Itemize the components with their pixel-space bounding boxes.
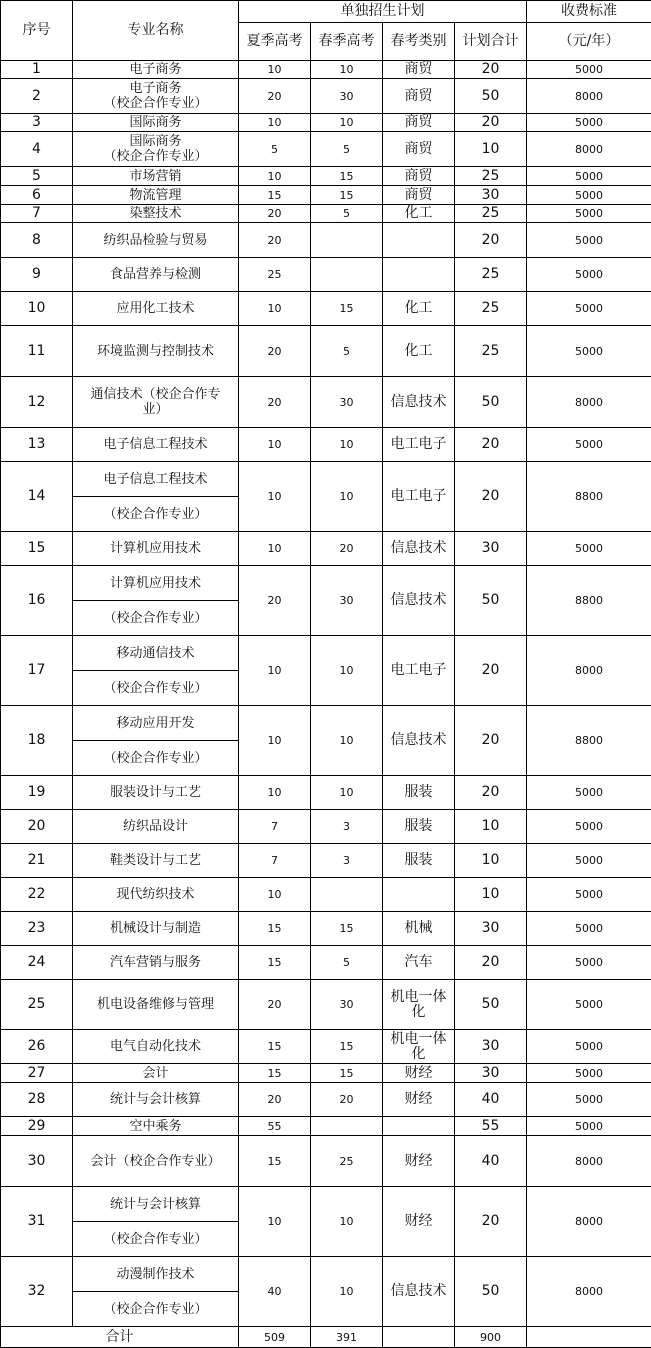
cell-spring: 10	[311, 114, 383, 132]
cell-spring	[311, 878, 383, 912]
table-row	[1, 114, 651, 132]
table-row	[1, 532, 651, 566]
cell-fee: 5000	[527, 1083, 651, 1117]
table-row	[1, 292, 651, 326]
cell-spring-category: 商贸	[383, 167, 455, 186]
cell-summer: 15	[239, 946, 311, 980]
cell-spring-category: 商贸	[383, 186, 455, 205]
cell-summer: 20	[239, 326, 311, 377]
cell-plan-total: 50	[455, 566, 527, 636]
cell-fee: 8000	[527, 1136, 651, 1187]
cell-major-name: 通信技术（校企合作专 业）	[73, 377, 239, 428]
table-row	[1, 1030, 651, 1064]
table-row	[1, 79, 651, 114]
cell-summer: 20	[239, 566, 311, 636]
cell-spring: 5	[311, 326, 383, 377]
cell-major-name: 电子商务	[73, 61, 239, 79]
cell-major-name: 移动应用开发	[73, 706, 239, 741]
cell-spring-category: 财经	[383, 1064, 455, 1083]
cell-spring-category: 机械	[383, 912, 455, 946]
table-row	[1, 980, 651, 1030]
cell-major-name: 电子商务 （校企合作专业）	[73, 79, 239, 114]
cell-summer: 10	[239, 532, 311, 566]
cell-seq: 17	[1, 636, 73, 706]
cell-plan-total: 30	[455, 1064, 527, 1083]
cell-spring-category: 信息技术	[383, 566, 455, 636]
cell-spring: 30	[311, 377, 383, 428]
cell-spring: 10	[311, 776, 383, 810]
header-plan-group: 单独招生计划	[239, 1, 527, 23]
cell-major-name: 计算机应用技术	[73, 566, 239, 601]
table-row	[1, 912, 651, 946]
cell-summer: 7	[239, 810, 311, 844]
total-row	[1, 1327, 651, 1348]
cell-spring: 5	[311, 205, 383, 223]
cell-major-name-note: （校企合作专业）	[73, 1222, 239, 1257]
cell-fee: 5000	[527, 878, 651, 912]
cell-seq: 21	[1, 844, 73, 878]
cell-seq: 10	[1, 292, 73, 326]
cell-spring-category: 化工	[383, 326, 455, 377]
cell-plan-total: 30	[455, 912, 527, 946]
cell-seq: 4	[1, 132, 73, 167]
cell-spring: 5	[311, 132, 383, 167]
cell-plan-total: 25	[455, 205, 527, 223]
cell-major-name: 空中乘务	[73, 1117, 239, 1136]
cell-major-name: 市场营销	[73, 167, 239, 186]
table-row	[1, 167, 651, 186]
cell-major-name: 电子信息工程技术	[73, 428, 239, 462]
cell-seq: 6	[1, 186, 73, 205]
cell-plan-total: 20	[455, 1187, 527, 1257]
cell-summer: 20	[239, 980, 311, 1030]
cell-fee: 8000	[527, 132, 651, 167]
cell-major-name: 鞋类设计与工艺	[73, 844, 239, 878]
cell-major-name: 统计与会计核算	[73, 1083, 239, 1117]
cell-summer: 10	[239, 776, 311, 810]
header-spring-category: 春考类别	[383, 23, 455, 61]
cell-plan-total: 20	[455, 706, 527, 776]
table-row	[1, 776, 651, 810]
table-row	[1, 223, 651, 258]
cell-plan-total: 10	[455, 132, 527, 167]
cell-seq: 19	[1, 776, 73, 810]
table-row	[1, 377, 651, 428]
cell-spring-category: 机电一体 化	[383, 980, 455, 1030]
cell-fee: 5000	[527, 186, 651, 205]
cell-spring-category: 商贸	[383, 79, 455, 114]
cell-spring-category: 机电一体 化	[383, 1030, 455, 1064]
cell-fee: 8000	[527, 1257, 651, 1327]
total-summer: 509	[239, 1327, 311, 1348]
cell-spring-category: 电工电子	[383, 462, 455, 532]
cell-summer: 25	[239, 258, 311, 292]
cell-seq: 18	[1, 706, 73, 776]
cell-major-name: 会计（校企合作专业）	[73, 1136, 239, 1187]
cell-spring: 30	[311, 79, 383, 114]
cell-fee: 8000	[527, 79, 651, 114]
cell-spring: 3	[311, 844, 383, 878]
cell-fee: 5000	[527, 1064, 651, 1083]
cell-fee: 5000	[527, 776, 651, 810]
total-category	[383, 1327, 455, 1348]
table-row	[1, 1117, 651, 1136]
cell-major-name: 电气自动化技术	[73, 1030, 239, 1064]
table-row	[1, 462, 651, 497]
cell-fee: 5000	[527, 326, 651, 377]
cell-spring-category: 电工电子	[383, 636, 455, 706]
cell-fee: 8000	[527, 1187, 651, 1257]
cell-spring-category: 商贸	[383, 61, 455, 79]
cell-spring-category	[383, 223, 455, 258]
cell-fee: 8800	[527, 566, 651, 636]
cell-spring: 10	[311, 1187, 383, 1257]
cell-seq: 22	[1, 878, 73, 912]
cell-spring: 15	[311, 912, 383, 946]
cell-spring: 10	[311, 61, 383, 79]
cell-seq: 7	[1, 205, 73, 223]
cell-major-name: 纺织品设计	[73, 810, 239, 844]
header-plan-total: 计划合计	[455, 23, 527, 61]
cell-major-name-note: （校企合作专业）	[73, 741, 239, 776]
table-row	[1, 132, 651, 167]
cell-summer: 10	[239, 462, 311, 532]
cell-plan-total: 20	[455, 462, 527, 532]
header-seq: 序号	[1, 1, 73, 61]
cell-fee: 5000	[527, 223, 651, 258]
cell-plan-total: 10	[455, 810, 527, 844]
table-row	[1, 636, 651, 671]
cell-spring: 10	[311, 636, 383, 706]
cell-summer: 10	[239, 878, 311, 912]
cell-spring: 30	[311, 980, 383, 1030]
cell-fee: 5000	[527, 428, 651, 462]
cell-plan-total: 20	[455, 636, 527, 706]
cell-spring: 10	[311, 706, 383, 776]
cell-summer: 10	[239, 114, 311, 132]
cell-spring: 10	[311, 462, 383, 532]
table-row	[1, 1064, 651, 1083]
cell-spring-category: 财经	[383, 1083, 455, 1117]
cell-summer: 7	[239, 844, 311, 878]
cell-spring-category: 商贸	[383, 132, 455, 167]
cell-spring: 5	[311, 946, 383, 980]
cell-seq: 32	[1, 1257, 73, 1327]
cell-major-name: 物流管理	[73, 186, 239, 205]
cell-plan-total: 40	[455, 1136, 527, 1187]
cell-seq: 15	[1, 532, 73, 566]
cell-spring-category: 汽车	[383, 946, 455, 980]
cell-fee: 5000	[527, 1030, 651, 1064]
cell-plan-total: 55	[455, 1117, 527, 1136]
header-summer: 夏季高考	[239, 23, 311, 61]
cell-spring-category	[383, 258, 455, 292]
cell-plan-total: 30	[455, 1030, 527, 1064]
cell-plan-total: 10	[455, 878, 527, 912]
table-row	[1, 258, 651, 292]
cell-major-name: 服装设计与工艺	[73, 776, 239, 810]
cell-summer: 20	[239, 223, 311, 258]
cell-plan-total: 25	[455, 167, 527, 186]
cell-major-name: 移动通信技术	[73, 636, 239, 671]
cell-fee: 5000	[527, 258, 651, 292]
cell-seq: 23	[1, 912, 73, 946]
cell-summer: 20	[239, 1083, 311, 1117]
cell-fee: 5000	[527, 61, 651, 79]
cell-fee: 5000	[527, 1117, 651, 1136]
cell-major-name: 现代纺织技术	[73, 878, 239, 912]
cell-major-name: 电子信息工程技术	[73, 462, 239, 497]
cell-summer: 40	[239, 1257, 311, 1327]
cell-plan-total: 25	[455, 258, 527, 292]
cell-summer: 15	[239, 1030, 311, 1064]
cell-summer: 20	[239, 205, 311, 223]
header-row-1	[1, 1, 651, 23]
total-spring: 391	[311, 1327, 383, 1348]
cell-summer: 20	[239, 79, 311, 114]
table-row	[1, 186, 651, 205]
cell-summer: 15	[239, 186, 311, 205]
cell-seq: 14	[1, 462, 73, 532]
cell-spring: 20	[311, 532, 383, 566]
cell-summer: 10	[239, 1187, 311, 1257]
cell-summer: 10	[239, 706, 311, 776]
header-fee-unit: （元/年）	[527, 23, 651, 61]
cell-plan-total: 30	[455, 186, 527, 205]
cell-plan-total: 20	[455, 61, 527, 79]
cell-seq: 12	[1, 377, 73, 428]
table-row	[1, 844, 651, 878]
cell-spring: 25	[311, 1136, 383, 1187]
cell-major-name: 应用化工技术	[73, 292, 239, 326]
cell-summer: 10	[239, 428, 311, 462]
table-row	[1, 326, 651, 377]
cell-major-name: 纺织品检验与贸易	[73, 223, 239, 258]
cell-spring: 10	[311, 1257, 383, 1327]
cell-seq: 25	[1, 980, 73, 1030]
total-fee	[527, 1327, 651, 1348]
header-fee-group: 收费标准	[527, 1, 651, 23]
cell-major-name: 染整技术	[73, 205, 239, 223]
table-row	[1, 878, 651, 912]
cell-major-name-note: （校企合作专业）	[73, 601, 239, 636]
cell-seq: 3	[1, 114, 73, 132]
cell-major-name-note: （校企合作专业）	[73, 497, 239, 532]
cell-fee: 5000	[527, 114, 651, 132]
cell-spring-category: 服装	[383, 810, 455, 844]
cell-summer: 10	[239, 167, 311, 186]
cell-major-name-note: （校企合作专业）	[73, 1292, 239, 1327]
cell-fee: 5000	[527, 980, 651, 1030]
cell-plan-total: 25	[455, 292, 527, 326]
cell-major-name: 机械设计与制造	[73, 912, 239, 946]
cell-seq: 9	[1, 258, 73, 292]
cell-spring: 15	[311, 1030, 383, 1064]
table-row	[1, 566, 651, 601]
cell-seq: 11	[1, 326, 73, 377]
table-row	[1, 205, 651, 223]
table-row	[1, 706, 651, 741]
cell-spring-category: 服装	[383, 844, 455, 878]
cell-spring: 15	[311, 186, 383, 205]
cell-seq: 13	[1, 428, 73, 462]
cell-seq: 29	[1, 1117, 73, 1136]
cell-major-name: 会计	[73, 1064, 239, 1083]
cell-plan-total: 20	[455, 776, 527, 810]
cell-plan-total: 50	[455, 79, 527, 114]
cell-plan-total: 30	[455, 532, 527, 566]
cell-seq: 30	[1, 1136, 73, 1187]
cell-fee: 8000	[527, 377, 651, 428]
cell-spring: 15	[311, 167, 383, 186]
cell-major-name: 食品营养与检测	[73, 258, 239, 292]
cell-plan-total: 20	[455, 946, 527, 980]
cell-spring-category: 财经	[383, 1187, 455, 1257]
cell-spring: 30	[311, 566, 383, 636]
cell-summer: 15	[239, 1136, 311, 1187]
cell-fee: 8000	[527, 636, 651, 706]
table-row	[1, 61, 651, 79]
cell-major-name: 统计与会计核算	[73, 1187, 239, 1222]
cell-spring	[311, 1117, 383, 1136]
cell-seq: 8	[1, 223, 73, 258]
cell-seq: 27	[1, 1064, 73, 1083]
cell-spring: 15	[311, 292, 383, 326]
cell-major-name: 国际商务	[73, 114, 239, 132]
cell-spring-category: 信息技术	[383, 706, 455, 776]
cell-spring: 20	[311, 1083, 383, 1117]
cell-plan-total: 50	[455, 980, 527, 1030]
cell-spring	[311, 258, 383, 292]
table-row	[1, 1257, 651, 1292]
cell-spring-category: 信息技术	[383, 532, 455, 566]
cell-seq: 24	[1, 946, 73, 980]
cell-seq: 20	[1, 810, 73, 844]
cell-fee: 8800	[527, 462, 651, 532]
cell-plan-total: 40	[455, 1083, 527, 1117]
cell-seq: 2	[1, 79, 73, 114]
cell-seq: 5	[1, 167, 73, 186]
cell-seq: 16	[1, 566, 73, 636]
cell-spring-category: 商贸	[383, 114, 455, 132]
cell-major-name: 国际商务 （校企合作专业）	[73, 132, 239, 167]
cell-major-name: 汽车营销与服务	[73, 946, 239, 980]
cell-major-name: 机电设备维修与管理	[73, 980, 239, 1030]
cell-summer: 20	[239, 377, 311, 428]
table-row	[1, 1083, 651, 1117]
cell-major-name: 计算机应用技术	[73, 532, 239, 566]
cell-fee: 5000	[527, 292, 651, 326]
cell-summer: 5	[239, 132, 311, 167]
cell-seq: 1	[1, 61, 73, 79]
cell-summer: 10	[239, 61, 311, 79]
cell-spring-category: 信息技术	[383, 1257, 455, 1327]
table-row	[1, 428, 651, 462]
cell-spring-category: 化工	[383, 292, 455, 326]
cell-summer: 55	[239, 1117, 311, 1136]
cell-seq: 28	[1, 1083, 73, 1117]
cell-spring	[311, 223, 383, 258]
cell-spring-category	[383, 1117, 455, 1136]
cell-plan-total: 20	[455, 223, 527, 258]
cell-plan-total: 20	[455, 114, 527, 132]
cell-seq: 26	[1, 1030, 73, 1064]
cell-plan-total: 25	[455, 326, 527, 377]
cell-plan-total: 10	[455, 844, 527, 878]
total-plan: 900	[455, 1327, 527, 1348]
cell-spring-category: 服装	[383, 776, 455, 810]
cell-spring-category: 信息技术	[383, 377, 455, 428]
cell-plan-total: 50	[455, 1257, 527, 1327]
cell-fee: 5000	[527, 912, 651, 946]
cell-spring: 10	[311, 428, 383, 462]
cell-fee: 8800	[527, 706, 651, 776]
cell-spring-category: 财经	[383, 1136, 455, 1187]
header-major: 专业名称	[73, 1, 239, 61]
cell-spring-category: 电工电子	[383, 428, 455, 462]
cell-summer: 10	[239, 292, 311, 326]
cell-summer: 15	[239, 1064, 311, 1083]
cell-summer: 10	[239, 636, 311, 706]
cell-spring: 15	[311, 1064, 383, 1083]
cell-spring: 3	[311, 810, 383, 844]
cell-major-name: 环境监测与控制技术	[73, 326, 239, 377]
header-spring: 春季高考	[311, 23, 383, 61]
table-row	[1, 1136, 651, 1187]
table-row	[1, 810, 651, 844]
cell-summer: 15	[239, 912, 311, 946]
cell-major-name: 动漫制作技术	[73, 1257, 239, 1292]
cell-plan-total: 50	[455, 377, 527, 428]
cell-fee: 5000	[527, 532, 651, 566]
cell-spring-category: 化工	[383, 205, 455, 223]
cell-spring-category	[383, 878, 455, 912]
cell-fee: 5000	[527, 205, 651, 223]
table-row	[1, 1187, 651, 1222]
cell-fee: 5000	[527, 946, 651, 980]
cell-major-name-note: （校企合作专业）	[73, 671, 239, 706]
table-row	[1, 946, 651, 980]
cell-fee: 5000	[527, 844, 651, 878]
cell-seq: 31	[1, 1187, 73, 1257]
cell-fee: 5000	[527, 810, 651, 844]
cell-plan-total: 20	[455, 428, 527, 462]
total-label: 合计	[1, 1327, 239, 1348]
cell-fee: 5000	[527, 167, 651, 186]
